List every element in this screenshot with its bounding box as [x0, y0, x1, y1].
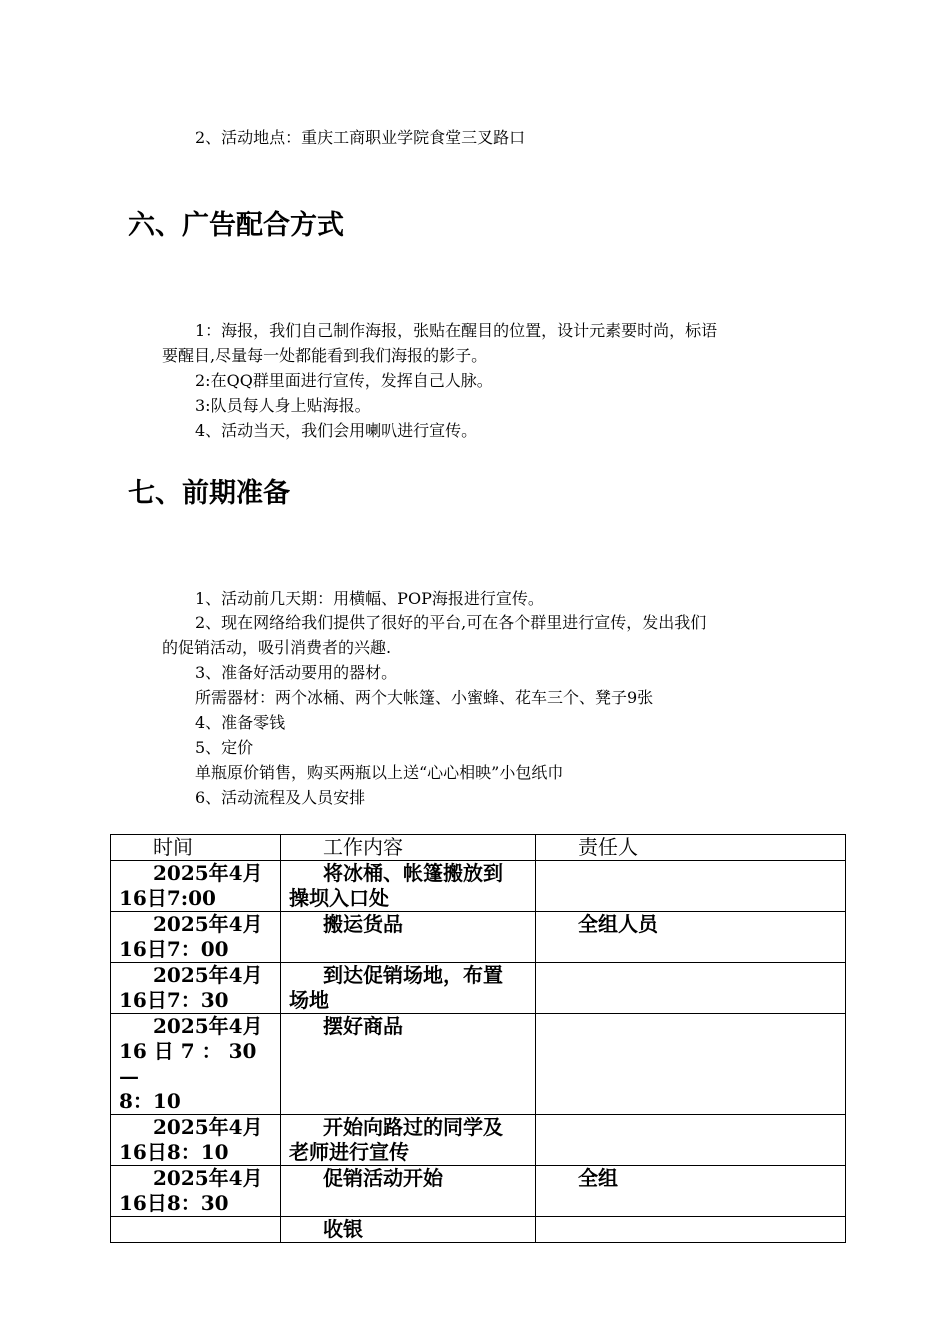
- ad-item-4: 4、活动当天，我们会用喇叭进行宣传。: [195, 421, 478, 440]
- owner-cell: [536, 861, 846, 912]
- schedule-table: [110, 834, 846, 1243]
- prep-item-2-line1: 2、现在网络给我们提供了很好的平台,可在各个群里进行宣传，发出我们: [195, 613, 707, 632]
- prep-item-6: 6、活动流程及人员安排: [195, 788, 366, 807]
- owner-cell: [536, 1115, 846, 1166]
- owner-cell: [536, 1217, 846, 1243]
- owner-cell: 全组人员: [536, 912, 846, 963]
- section-6-heading: 六、广告配合方式: [128, 210, 344, 241]
- task-cell: 摆好商品: [281, 1014, 536, 1115]
- owner-cell: 全组: [536, 1166, 846, 1217]
- time-cell: 2025年4月 16日7：30: [111, 963, 281, 1014]
- owner-cell: [536, 1014, 846, 1115]
- owner-cell: [536, 963, 846, 1014]
- table-row: [111, 1115, 846, 1166]
- prep-item-1: 1、活动前几天期：用横幅、POP海报进行宣传。: [195, 589, 544, 608]
- time-cell: 2025年4月 16日8：30: [111, 1166, 281, 1217]
- pricing-note: 单瓶原价销售，购买两瓶以上送“心心相映”小包纸巾: [195, 763, 564, 782]
- time-cell: 2025年4月 16日7:00: [111, 861, 281, 912]
- ad-item-1-line1: 1：海报，我们自己制作海报，张贴在醒目的位置，设计元素要时尚，标语: [195, 321, 718, 340]
- task-cell: 将冰桶、帐篷搬放到 操坝入口处: [281, 861, 536, 912]
- table-row: [111, 1217, 846, 1243]
- task-cell: 搬运货品: [281, 912, 536, 963]
- table-row: [111, 963, 846, 1014]
- ad-item-2: 2:在QQ群里面进行宣传，发挥自己人脉。: [195, 371, 493, 390]
- prep-item-3: 3、准备好活动要用的器材。: [195, 663, 398, 682]
- table-row: [111, 1014, 846, 1115]
- prep-item-4: 4、准备零钱: [195, 713, 286, 732]
- equipment-list: 所需器材：两个冰桶、两个大帐篷、小蜜蜂、花车三个、凳子9张: [195, 688, 654, 707]
- table-header-row: [111, 835, 846, 861]
- table-row: [111, 912, 846, 963]
- time-cell: 2025年4月 16日7：00: [111, 912, 281, 963]
- time-cell: 2025年4月 16日8：10: [111, 1115, 281, 1166]
- time-cell: [111, 1217, 281, 1243]
- section-7-heading: 七、前期准备: [128, 478, 290, 509]
- task-cell: 促销活动开始: [281, 1166, 536, 1217]
- task-cell: 开始向路过的同学及 老师进行宣传: [281, 1115, 536, 1166]
- header-owner: 责任人: [536, 835, 846, 861]
- task-cell: 到达促销场地，布置 场地: [281, 963, 536, 1014]
- prep-item-5: 5、定价: [195, 738, 254, 757]
- header-time: 时间: [111, 835, 281, 861]
- ad-item-3: 3:队员每人身上贴海报。: [195, 396, 371, 415]
- ad-item-1-line2: 要醒目,尽量每一处都能看到我们海报的影子。: [162, 346, 488, 365]
- time-cell: 2025年4月 16 日 7 ： 30— 8：10: [111, 1014, 281, 1115]
- table-row: [111, 861, 846, 912]
- prep-item-2-line2: 的促销活动，吸引消费者的兴趣.: [162, 638, 392, 657]
- header-task: 工作内容: [281, 835, 536, 861]
- task-cell: 收银: [281, 1217, 536, 1243]
- table-row: [111, 1166, 846, 1217]
- location-line: 2、活动地点：重庆工商职业学院食堂三叉路口: [195, 128, 526, 147]
